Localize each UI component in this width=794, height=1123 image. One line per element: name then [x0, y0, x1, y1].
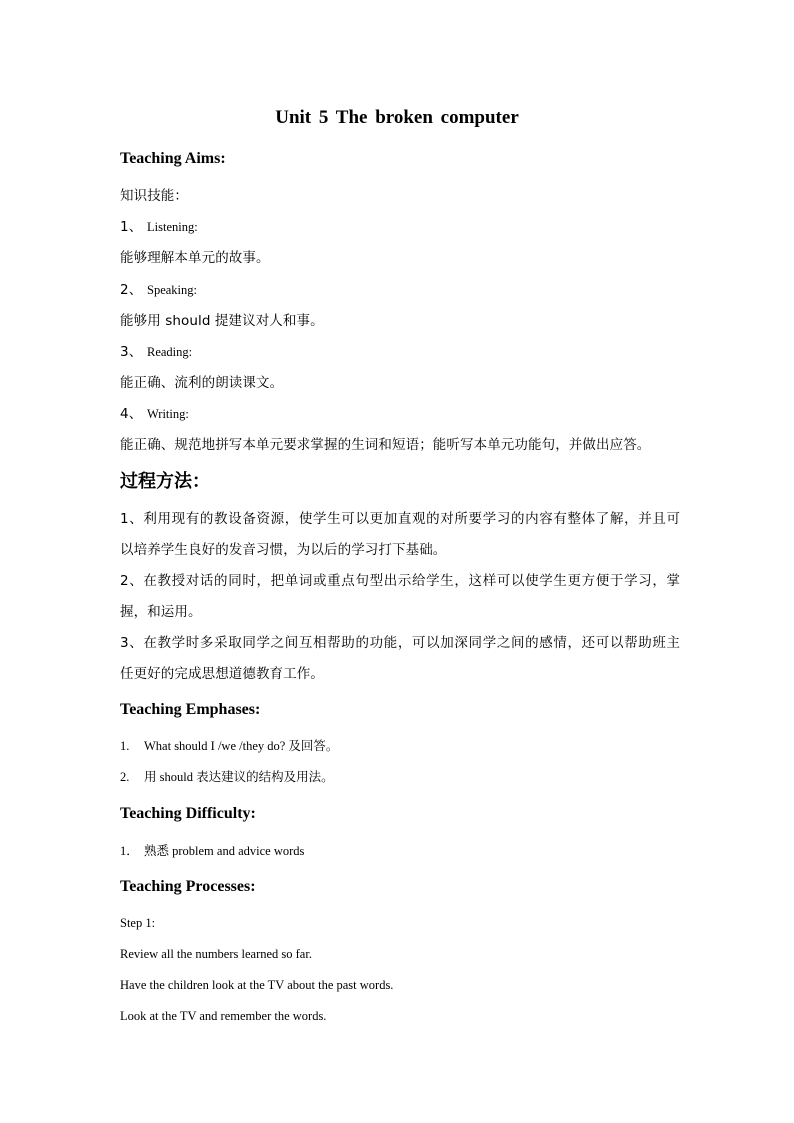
aim-item-4 — [120, 405, 680, 423]
methods-paragraph-2-line-1: 2、在教授对话的同时，把单词或重点句型出示给学生，这样可以使学生更方便于学习，掌 — [120, 573, 680, 589]
methods-paragraph-3-line-2: 任更好的完成思想道德教育工作。 — [120, 666, 324, 682]
aim-item-desc: 能正确、规范地拼写本单元要求掌握的生词和短语；能听写本单元功能句，并做出应答。 — [120, 437, 651, 453]
emphasis-item-text: What should I /we /they do? 及回答。 — [144, 739, 339, 753]
aim-item-number: 3、 — [120, 344, 143, 360]
emphasis-item-number: 1. — [120, 739, 130, 753]
emphases-heading: Teaching Emphases: — [120, 701, 261, 718]
emphasis-item-number: 2. — [120, 770, 130, 784]
difficulty-item-text: 熟悉 problem and advice words — [144, 844, 305, 858]
process-line: Have the children look at the TV about the past words. — [120, 978, 394, 992]
methods-paragraph-3-line-1: 3、在教学时多采取同学之间互相帮助的功能，可以加深同学之间的感情，还可以帮助班主 — [120, 635, 680, 651]
methods-heading: 过程方法： — [120, 471, 210, 492]
methods-paragraph-1-line-1: 1、利用现有的教设备资源，使学生可以更加直观的对所要学习的内容有整体了解，并且可 — [120, 511, 680, 527]
difficulty-item-1 — [120, 842, 680, 860]
document-title: Unit 5 The broken computer — [275, 107, 519, 128]
process-step-label: Step 1: — [120, 916, 156, 930]
aims-heading: Teaching Aims: — [120, 150, 226, 167]
emphasis-item-2 — [120, 768, 680, 786]
aim-item-2 — [120, 281, 680, 299]
aim-item-desc: 能够用 should 提建议对人和事。 — [120, 313, 324, 329]
processes-heading: Teaching Processes: — [120, 878, 256, 895]
aim-item-label: Speaking: — [147, 283, 197, 297]
process-line: Review all the numbers learned so far. — [120, 947, 312, 961]
aim-item-label: Writing: — [147, 407, 189, 421]
aim-item-number: 2、 — [120, 282, 143, 298]
methods-paragraph-1-line-2: 以培养学生良好的发音习惯，为以后的学习打下基础。 — [120, 542, 447, 558]
process-line: Look at the TV and remember the words. — [120, 1009, 327, 1023]
emphasis-item-text: 用 should 表达建议的结构及用法。 — [144, 770, 334, 784]
aim-item-desc: 能正确、流利的朗读课文。 — [120, 375, 284, 391]
difficulty-heading: Teaching Difficulty: — [120, 805, 256, 822]
difficulty-item-number: 1． — [120, 844, 139, 858]
aim-item-label: Reading: — [147, 345, 193, 359]
aim-item-3 — [120, 343, 680, 361]
aim-item-number: 4、 — [120, 406, 143, 422]
emphasis-item-1 — [120, 737, 680, 755]
aim-item-desc: 能够理解本单元的故事。 — [120, 250, 270, 266]
aim-item-number: 1、 — [120, 219, 143, 235]
aim-item-1 — [120, 218, 680, 236]
aims-subheading: 知识技能： — [120, 188, 188, 204]
aim-item-label: Listening: — [147, 220, 198, 234]
methods-paragraph-2-line-2: 握，和运用。 — [120, 604, 202, 620]
